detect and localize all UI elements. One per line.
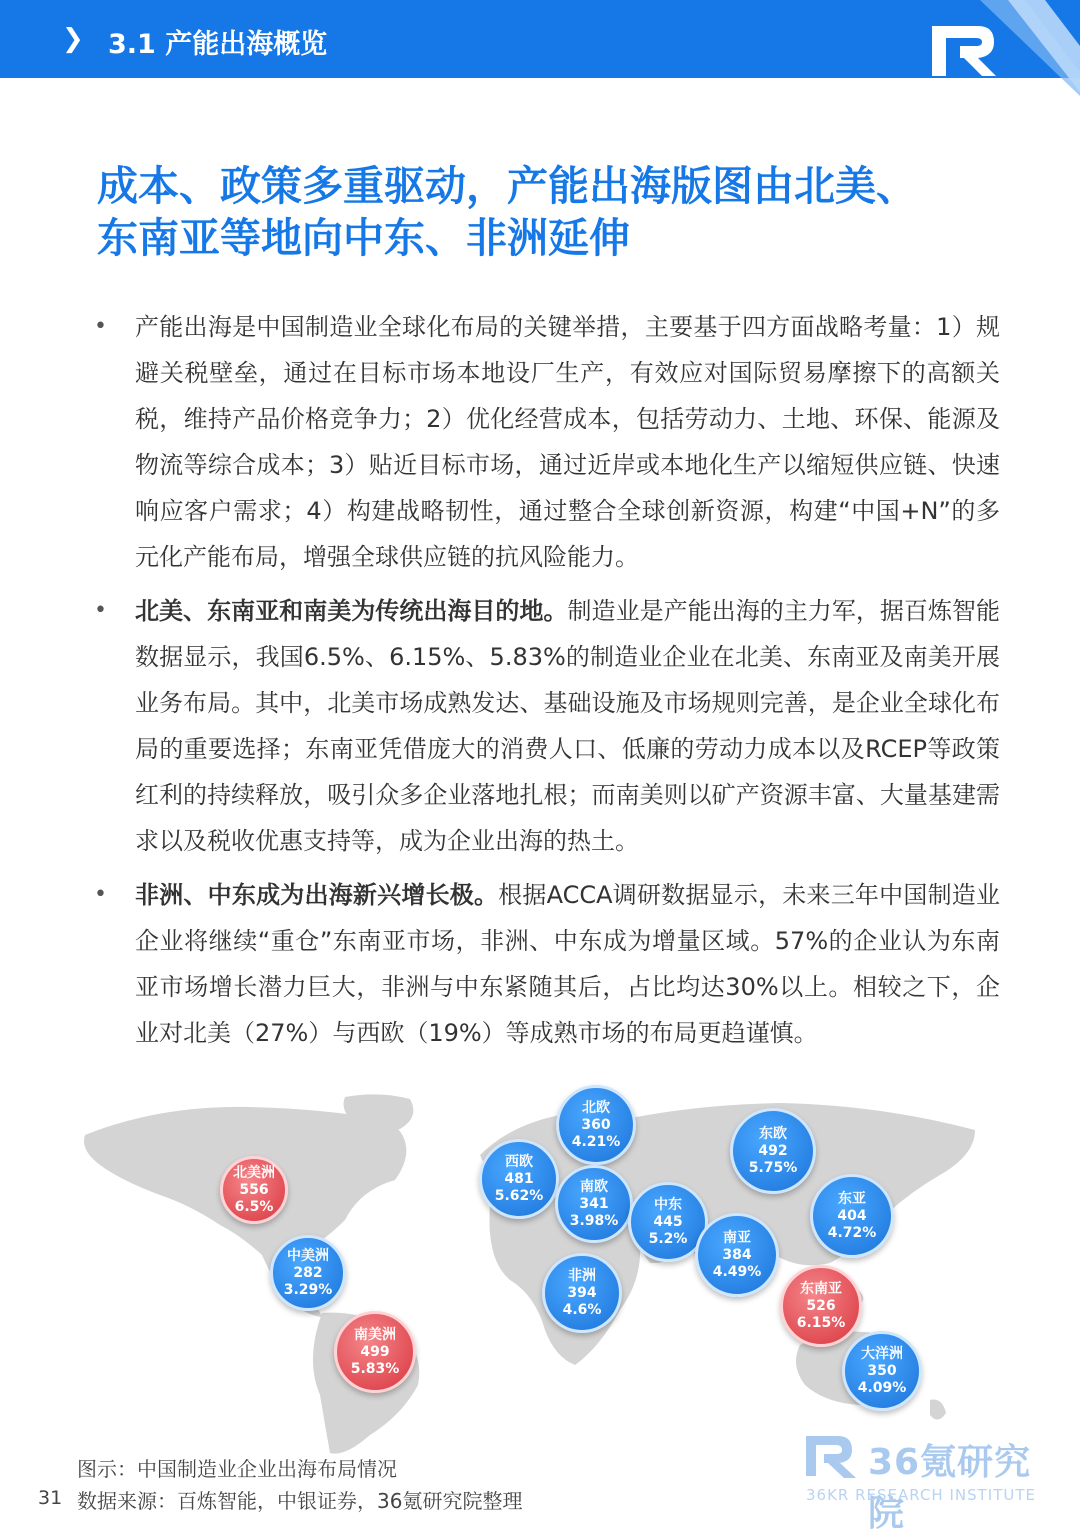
region-bubble-east-asia [810,1174,894,1258]
region-share: 6.5% [234,1198,274,1215]
region-name: 南亚 [723,1229,751,1246]
region-name: 东南亚 [800,1280,842,1297]
region-bubble-eastern-europe [730,1108,816,1194]
region-share: 5.83% [350,1360,400,1377]
bullet-dot-icon: • [94,314,107,339]
bullet-lead: 非洲、中东成为出海新兴增长极。 [135,881,499,909]
region-count: 384 [722,1246,752,1263]
region-share: 3.98% [569,1212,619,1229]
bullet-dot-icon: • [94,598,107,623]
region-name: 中美洲 [287,1247,329,1264]
watermark-logo-icon [800,1430,860,1486]
brand-logo-icon [920,0,1080,96]
region-bubble-southern-europe [555,1165,633,1243]
bullet-item [90,588,1000,864]
region-name: 南欧 [580,1178,608,1195]
region-name: 西欧 [505,1153,533,1170]
region-name: 东欧 [759,1125,787,1142]
bullet-paragraph [135,872,1000,1056]
region-bubble-south-america [334,1311,416,1393]
region-count: 492 [758,1142,788,1159]
region-bubble-africa [542,1253,622,1333]
region-bubble-southeast-asia [780,1265,862,1347]
region-bubble-central-america [270,1235,346,1311]
region-share: 6.15% [796,1314,846,1331]
region-share: 5.2% [648,1230,688,1247]
region-count: 341 [579,1195,609,1212]
headline-line-1: 成本、政策多重驱动，产能出海版图由北美、 [97,162,917,210]
world-map-icon [0,1085,1080,1465]
watermark [800,1430,1060,1534]
region-name: 北美洲 [233,1164,275,1181]
data-source: 数据来源：百炼智能，中银证券，36氪研究院整理 [77,1489,523,1513]
watermark-name: 36氪研究院 [868,1442,1032,1534]
section-header [0,0,1080,78]
bullet-list [90,304,1000,1064]
bullet-lead: 北美、东南亚和南美为传统出海目的地。 [135,597,568,625]
region-name: 东亚 [838,1190,866,1207]
region-share: 4.21% [571,1133,621,1150]
bullet-body: 制造业是产能出海的主力军，据百炼智能数据显示，我国6.5%、6.15%、5.83%的制造业企业在北美、东南亚及南美开展业务布局。其中，北美市场成熟发达、基础设施及市场规则完善，是企业全球化布局的重要选择；东南亚凭借庞大的消费人口、低廉的劳动力成本以及RCEP等政策红利的持续释放，吸引众多企业落地扎根；而南美则以矿产资源丰富、大量基建需求以及税收优惠支持等，成为企业出海的热土。 [135,597,1001,855]
region-name: 南美洲 [354,1326,396,1343]
region-bubble-northern-europe [556,1085,636,1165]
bullet-body: 产能出海是中国制造业全球化布局的关键举措，主要基于四方面战略考量：1）规避关税壁垒，通过在目标市场本地设厂生产，有效应对国际贸易摩擦下的高额关税，维持产品价格竞争力；2）优化经营成本，包括劳动力、土地、环保、能源及物流等综合成本；3）贴近目标市场，通过近岸或本地化生产以缩短供应链、快速响应客户需求；4）构建战略韧性，通过整合全球创新资源，构建“中国+N”的多元化产能布局，增强全球供应链的抗风险能力。 [135,313,1000,571]
bullet-body: 根据ACCA调研数据显示，未来三年中国制造业企业将继续“重仓”东南亚市场，非洲、中东成为增量区域。57%的企业认为东南亚市场增长潜力巨大，非洲与中东紧随其后，占比均达30%以上。相较之下，企业对北美（27%）与西欧（19%）等成熟市场的布局更趋谨慎。 [135,881,1000,1047]
region-share: 4.6% [562,1301,602,1318]
bullet-dot-icon: • [94,882,107,907]
figure-caption: 图示：中国制造业企业出海布局情况 [77,1457,397,1481]
region-name: 北欧 [582,1099,610,1116]
bullet-item [90,872,1000,1056]
section-title: 3.1 产能出海概览 [108,29,328,60]
chevron-right-icon: ❯ [62,24,84,54]
bullet-paragraph [135,304,1000,580]
watermark-subtitle: 36KR RESEARCH INSTITUTE [806,1486,1037,1504]
region-name: 非洲 [568,1267,596,1284]
region-name: 中东 [654,1196,682,1213]
page-headline [97,160,997,264]
region-share: 4.09% [857,1379,907,1396]
region-bubble-north-america [220,1156,288,1224]
region-count: 404 [837,1207,867,1224]
region-count: 394 [567,1284,597,1301]
region-share: 4.72% [827,1224,877,1241]
region-share: 4.49% [712,1263,762,1280]
region-bubble-south-asia [695,1213,779,1297]
region-count: 282 [293,1264,323,1281]
region-count: 360 [581,1116,611,1133]
region-count: 350 [867,1362,897,1379]
region-count: 556 [239,1181,269,1198]
region-count: 526 [806,1297,836,1314]
bullet-paragraph [135,588,1000,864]
bullet-item [90,304,1000,580]
region-share: 3.29% [283,1281,333,1298]
world-map-figure [0,1085,1080,1465]
region-bubble-oceania [842,1331,922,1411]
region-name: 大洋洲 [861,1345,903,1362]
headline-line-2: 东南亚等地向中东、非洲延伸 [97,214,630,262]
region-count: 481 [504,1170,534,1187]
region-bubble-western-europe [479,1139,559,1219]
region-count: 445 [653,1213,683,1230]
page-number: 31 [38,1487,63,1509]
region-share: 5.62% [494,1187,544,1204]
region-share: 5.75% [748,1159,798,1176]
region-count: 499 [360,1343,390,1360]
